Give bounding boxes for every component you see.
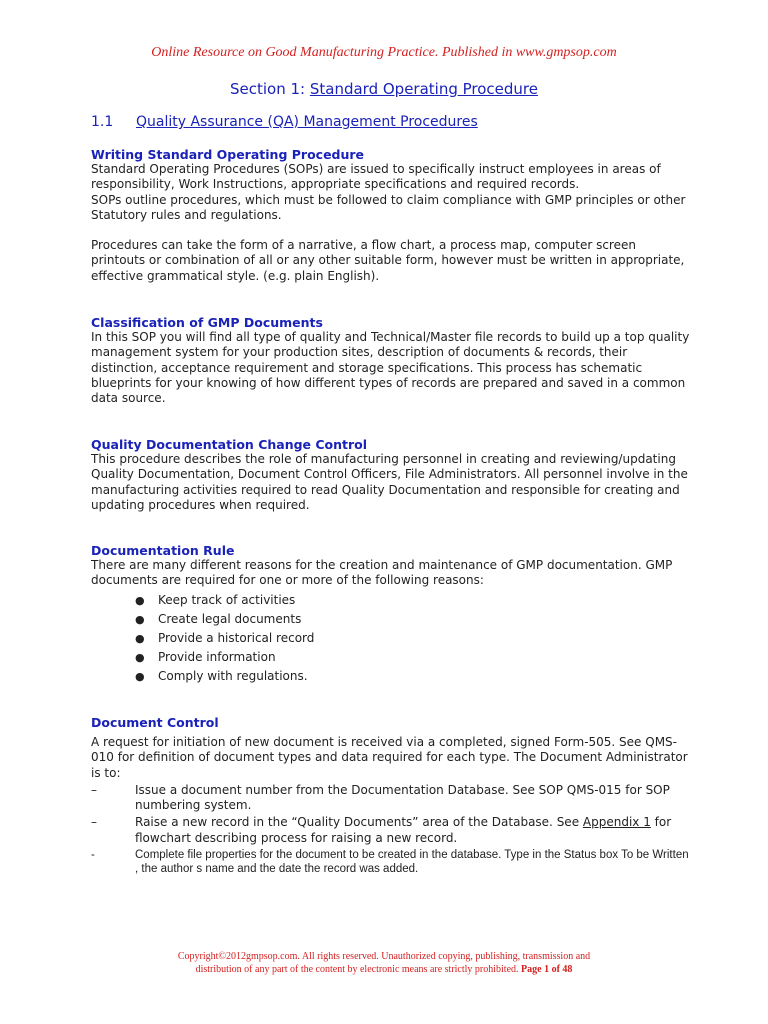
subsection-title-link[interactable]: Quality Assurance (QA) Management Procedures	[136, 114, 478, 130]
classification-paragraph: In this SOP you will find all type of quality and Technical/Master file records to build up a top quality management system for your production sites, description of documents & records, their distinction, acceptance requirement and storage specifications. This process has schematic blueprints for your knowing of how different types of records are prepared and saved in a common data source.	[91, 330, 690, 406]
documentation-rule-paragraph: There are many different reasons for the creation and maintenance of GMP documentation. GMP documents are required for one or more of the following reasons:	[91, 558, 673, 588]
page-number: Page 1 of 48	[521, 964, 573, 975]
dash-list-item: - Complete file properties for the document to be created in the database. Type in the Status box To be Written , the author s name and the date the record was added.	[91, 849, 689, 876]
document-control-heading: Document Control	[91, 715, 219, 730]
writing-sop-block	[91, 147, 691, 284]
section-title	[0, 80, 768, 98]
dash-icon: –	[91, 782, 97, 797]
writing-sop-paragraph-1: Standard Operating Procedures (SOPs) are issued to specifically instruct employees in areas of responsibility, Work Instructions, appropriate specifications and required records.	[91, 162, 661, 192]
change-control-paragraph: This procedure describes the role of manufacturing personnel in creating and reviewing/updating Quality Documentation, Document Control Officers, File Administrators. All personnel involve in the manufacturing activities required to read Quality Documentation and responsible for creating and updating procedures when required.	[91, 452, 688, 512]
bullet-icon: ●	[135, 669, 145, 683]
copyright-line-1: Copyright©2012gmpsop.com. All rights reserved. Unauthorized copying, publishing, transmission and	[177, 951, 591, 962]
classification-heading: Classification of GMP Documents	[91, 315, 323, 330]
copyright-line-2: distribution of any part of the content by electronic means are strictly prohibited. Page 1 of 48	[195, 964, 573, 975]
classification-block	[91, 315, 691, 406]
dash-list-item: – Raise a new record in the “Quality Documents” area of the Database. See Appendix 1 for flowchart describing process for raising a new record.	[91, 815, 672, 845]
bullet-icon: ●	[135, 631, 145, 645]
documentation-rule-heading: Documentation Rule	[91, 543, 235, 558]
document-control-paragraph: A request for initiation of new document is received via a completed, signed Form-505. See QMS-010 for definition of document types and data required for each type. The Document Administrator is to:	[91, 735, 688, 780]
bullet-icon: ●	[135, 612, 145, 626]
subsection-number: 1.1	[91, 114, 114, 130]
list-item: ● Comply with regulations.	[91, 667, 691, 686]
documentation-rule-block	[91, 543, 691, 686]
writing-sop-paragraph-3: Procedures can take the form of a narrative, a flow chart, a process map, computer screen printouts or combination of all or any other suitable form, however must be written in appropriate, effective grammatical style. (e.g. plain English).	[91, 238, 685, 283]
page-footer	[0, 950, 768, 976]
change-control-block	[91, 437, 691, 513]
reasons-list	[91, 591, 691, 686]
list-item: ● Provide a historical record	[91, 629, 691, 648]
writing-sop-paragraph-2: SOPs outline procedures, which must be followed to claim compliance with GMP principles or other Statutory rules and regulations.	[91, 192, 686, 222]
list-item: ● Keep track of activities	[91, 591, 691, 610]
section-title-link[interactable]: Standard Operating Procedure	[309, 80, 538, 98]
section-prefix: Section 1:	[229, 80, 310, 98]
change-control-heading: Quality Documentation Change Control	[91, 437, 368, 452]
bullet-icon: ●	[135, 650, 145, 664]
document-control-block	[91, 715, 691, 876]
page-header: Online Resource on Good Manufacturing Practice. Published in www.gmpsop.com	[151, 45, 617, 60]
appendix-1-link[interactable]: Appendix 1	[582, 815, 651, 830]
dash-icon: -	[91, 849, 95, 862]
dash-list-item: – Issue a document number from the Documentation Database. See SOP QMS-015 for SOP numbering system.	[91, 782, 670, 813]
bullet-icon: ●	[135, 593, 145, 607]
list-item: ● Create legal documents	[91, 610, 691, 629]
writing-sop-heading: Writing Standard Operating Procedure	[91, 147, 365, 162]
list-item: ● Provide information	[91, 648, 691, 667]
dash-icon: –	[91, 815, 97, 830]
